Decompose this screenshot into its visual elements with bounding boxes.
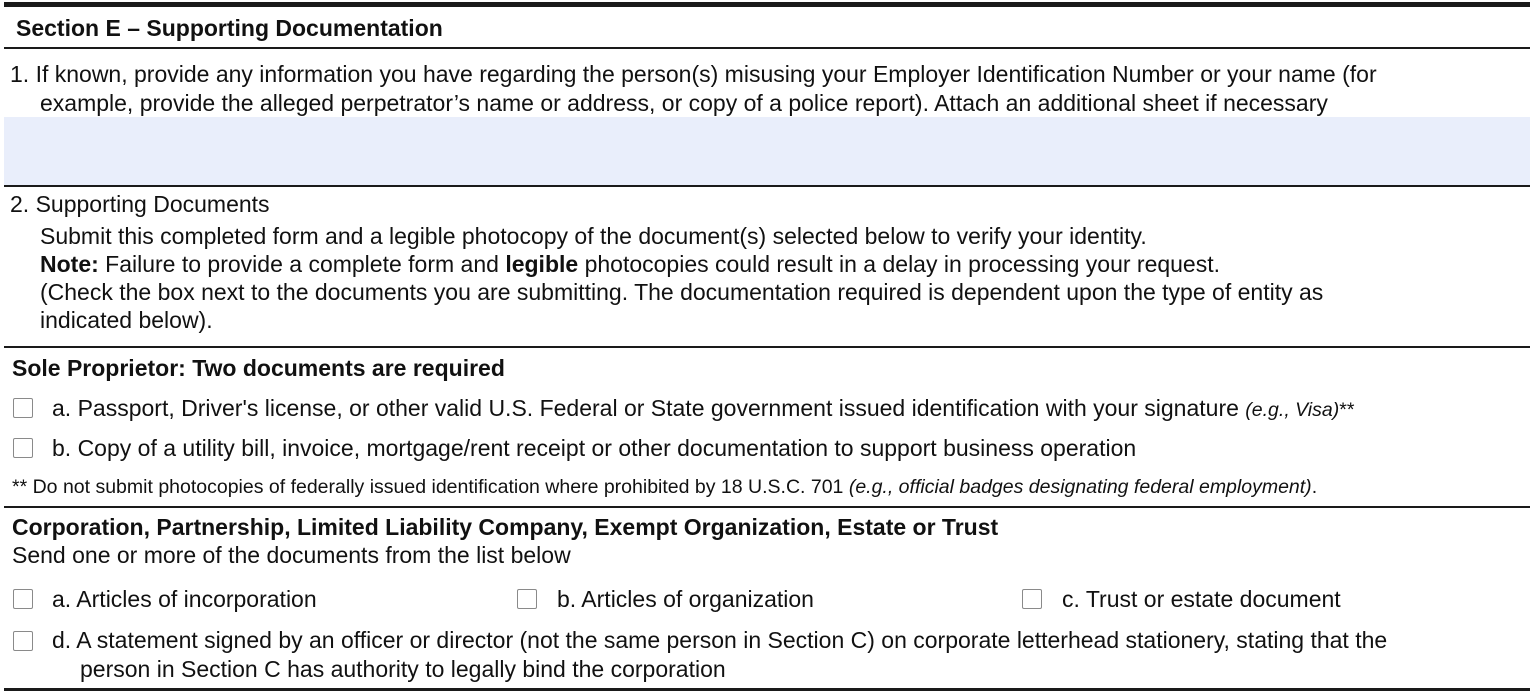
item2-note [40,250,1220,278]
corp-option-b: b. Articles of organization [557,586,814,612]
sole-prop-checkbox-b[interactable] [13,438,33,458]
sole-proprietor-heading: Sole Proprietor: Two documents are required [12,355,505,381]
corp-checkbox-c[interactable] [1022,589,1042,609]
divider [4,506,1530,508]
corp-checkbox-b[interactable] [517,589,537,609]
item1-text-line1: 1. If known, provide any information you have regarding the person(s) misusing your Employer Identification Number or your name (for [10,61,1377,87]
item2-heading: 2. Supporting Documents [10,191,270,217]
sole-prop-checkbox-a[interactable] [13,398,33,418]
corp-checkbox-a[interactable] [13,589,33,609]
sole-prop-footnote [12,475,1317,499]
bottom-rule [4,688,1530,691]
note-emphasis: legible [505,251,579,277]
note-text-1: Failure to provide a complete form and [98,251,506,277]
footnote-text: ** Do not submit photocopies of federally issued identification where prohibited by 18 U.S.C. 701 [12,476,849,498]
option-a-suffix: ** [1339,399,1355,421]
sole-prop-option-b: b. Copy of a utility bill, invoice, mortgage/rent receipt or other documentation to support business operation [52,435,1137,461]
sole-prop-option-a [52,394,1354,422]
corp-checkbox-d[interactable] [13,631,33,651]
corp-option-d-line2: person in Section C has authority to legally bind the corporation [80,656,726,682]
option-a-example: (e.g., Visa) [1245,399,1340,421]
option-a-text: a. Passport, Driver's license, or other valid U.S. Federal or State government issued identification with your signature [52,395,1246,421]
section-title: Section E – Supporting Documentation [16,15,443,41]
item2-submit-line: Submit this completed form and a legible photocopy of the document(s) selected below to verify your identity. [40,223,1147,249]
corporation-subheading: Send one or more of the documents from the list below [12,542,571,568]
item2-check-line1: (Check the box next to the documents you are submitting. The documentation required is dependent upon the type of entity as [40,279,1324,305]
divider [4,346,1530,348]
top-rule [4,2,1530,7]
corp-option-d-line1: d. A statement signed by an officer or director (not the same person in Section C) on corporate letterhead stationery, stating that the [52,627,1388,653]
footnote-example: (e.g., official badges designating federal employment) [848,476,1312,498]
item1-text-line2: example, provide the alleged perpetrator’s name or address, or copy of a police report). Attach an additional sheet if necessary [40,90,1328,116]
footnote-end: . [1311,476,1318,498]
perpetrator-info-field[interactable] [4,117,1530,185]
corp-option-a: a. Articles of incorporation [52,586,317,612]
corp-option-c: c. Trust or estate document [1062,586,1341,612]
note-label: Note: [40,251,99,277]
note-text-2: photocopies could result in a delay in processing your request. [578,251,1221,277]
item2-check-line2: indicated below). [40,307,213,333]
divider [4,185,1530,187]
divider [4,47,1530,49]
corporation-heading: Corporation, Partnership, Limited Liability Company, Exempt Organization, Estate or Trust [12,514,999,540]
